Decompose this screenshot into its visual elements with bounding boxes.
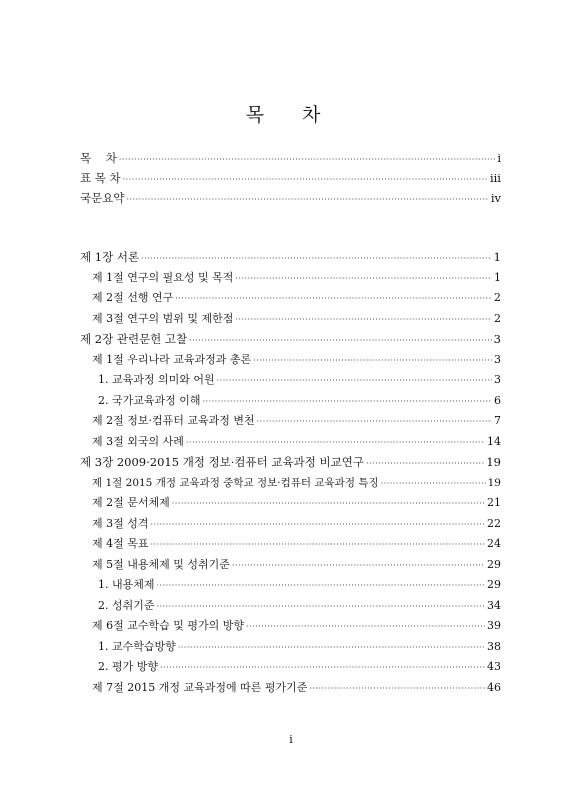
toc-page-number: 38: [487, 640, 501, 653]
toc-page-number: 1: [494, 271, 501, 284]
toc-page-number: 34: [487, 599, 501, 612]
toc-label: 1. 내용체제: [98, 578, 155, 591]
dot-leader: [119, 152, 495, 168]
toc-section[interactable]: [92, 270, 501, 287]
toc-label: 1. 교육과정 의미와 어원: [98, 373, 215, 386]
toc-label: 2. 평가 방향: [98, 660, 158, 673]
toc-subsection[interactable]: [98, 659, 501, 676]
toc-subsection[interactable]: [98, 639, 501, 656]
dot-leader: [151, 517, 486, 533]
toc-label: 제 1장 서론: [80, 250, 140, 264]
dot-leader: [141, 251, 492, 267]
toc-page-number: 3: [494, 373, 501, 386]
toc-label: 제 2절 선행 연구: [92, 291, 174, 304]
toc-subsection[interactable]: [98, 598, 501, 615]
toc-section[interactable]: [92, 311, 501, 328]
toc-label: 목 차: [80, 151, 117, 165]
toc-subsection[interactable]: [98, 393, 501, 410]
dot-leader: [123, 172, 488, 188]
dot-leader: [253, 353, 492, 369]
toc-label: 제 3절 성격: [92, 517, 149, 530]
toc-section[interactable]: [92, 290, 501, 307]
toc-label: 제 4절 목표: [92, 537, 149, 550]
toc-label: 제 3절 연구의 범위 및 제한점: [92, 312, 234, 325]
dot-leader: [217, 373, 492, 389]
toc-label: 제 6절 교수학습 및 평가의 방향: [92, 619, 244, 632]
toc-section[interactable]: [92, 352, 501, 369]
dot-leader: [157, 578, 486, 594]
toc-section[interactable]: [92, 475, 501, 492]
dot-leader: [235, 312, 492, 328]
toc-label: 제 1절 2015 개정 교육과정 중학교 정보·컴퓨터 교육과정 특징: [92, 477, 379, 489]
toc-section[interactable]: [92, 516, 501, 533]
toc-page-number: 6: [494, 394, 501, 407]
toc-label: 제 3장 2009·2015 개정 정보·컴퓨터 교육과정 비교연구: [80, 455, 364, 469]
toc-page-number: 14: [487, 435, 501, 448]
toc-label: 제 2절 정보·컴퓨터 교육과정 변천: [92, 414, 255, 427]
toc-section[interactable]: [92, 434, 501, 451]
toc-page-number: 1: [493, 250, 501, 264]
page-title: 목 차: [245, 104, 337, 126]
toc-chapter[interactable]: [80, 454, 501, 472]
toc-chapter[interactable]: [80, 331, 501, 349]
toc-page-number: 2: [494, 291, 501, 304]
toc-page-number: 3: [493, 332, 501, 346]
toc-page-number: 22: [487, 517, 501, 530]
toc-section[interactable]: [92, 557, 501, 574]
toc-section[interactable]: [92, 536, 501, 553]
dot-leader: [246, 619, 485, 635]
toc-label: 1. 교수학습방향: [98, 640, 176, 653]
toc-section[interactable]: [92, 413, 501, 430]
toc-page-number: iv: [490, 191, 501, 205]
toc-page-number: 29: [487, 578, 501, 591]
toc-front-item[interactable]: [80, 190, 501, 208]
dot-leader: [151, 537, 486, 553]
toc-section[interactable]: [92, 495, 501, 512]
toc-label: 제 2절 문서체제: [92, 496, 170, 509]
dot-leader: [257, 414, 492, 430]
toc-page-number: 2: [494, 312, 501, 325]
dot-leader: [126, 192, 488, 208]
toc-page-number: 19: [486, 455, 501, 469]
toc-page-number: i: [497, 151, 501, 165]
toc-page-number: iii: [489, 171, 501, 185]
toc-section[interactable]: [92, 680, 501, 697]
toc-subsection[interactable]: [98, 577, 501, 594]
dot-leader: [172, 496, 485, 512]
toc-label: 표 목 차: [80, 171, 121, 185]
toc-subsection[interactable]: [98, 372, 501, 389]
toc-page-number: 19: [487, 477, 501, 489]
toc-label: 제 2장 관련문헌 고찰: [80, 332, 188, 346]
toc-front-item[interactable]: [80, 170, 501, 188]
dot-leader: [309, 681, 485, 697]
toc-label: 제 3절 외국의 사례: [92, 435, 184, 448]
toc-page-number: 46: [487, 681, 501, 694]
toc-label: 2. 국가교육과정 이해: [98, 394, 201, 407]
toc-label: 2. 성취기준: [98, 599, 155, 612]
dot-leader: [178, 640, 485, 656]
toc-page-number: 3: [494, 353, 501, 366]
toc-front-item[interactable]: [80, 150, 501, 168]
dot-leader: [186, 435, 485, 451]
toc-label: 제 1절 우리나라 교육과정과 총론: [92, 353, 252, 366]
toc-page-number: 43: [487, 660, 501, 673]
dot-leader: [381, 476, 486, 492]
toc-page-number: 24: [487, 537, 501, 550]
toc-chapter[interactable]: [80, 249, 501, 267]
toc-label: 제 5절 내용체제 및 성취기준: [92, 558, 230, 571]
dot-leader: [235, 271, 492, 287]
toc-page-number: 39: [487, 619, 501, 632]
toc-section[interactable]: [92, 618, 501, 635]
toc-page-number: 21: [487, 496, 501, 509]
dot-leader: [232, 558, 485, 574]
dot-leader: [203, 394, 493, 410]
dot-leader: [189, 333, 492, 349]
toc-label: 국문요약: [80, 191, 125, 205]
dot-leader: [157, 599, 486, 615]
toc-page-number: 29: [487, 558, 501, 571]
page-number: i: [289, 733, 293, 746]
toc-label: 제 7절 2015 개정 교육과정에 따른 평가기준: [92, 681, 308, 694]
toc-label: 제 1절 연구의 필요성 및 목적: [92, 271, 234, 284]
toc-page-number: 7: [494, 414, 501, 427]
dot-leader: [366, 456, 484, 472]
dot-leader: [175, 291, 492, 307]
dot-leader: [160, 660, 485, 676]
